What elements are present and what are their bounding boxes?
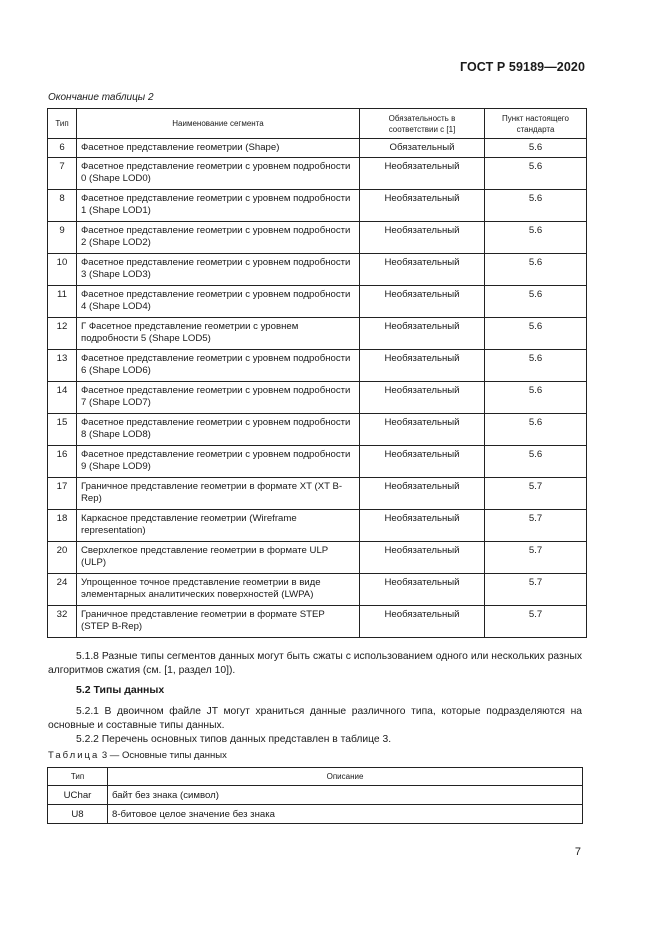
cell-obligation: Необязательный bbox=[360, 382, 485, 414]
table-2 bbox=[47, 108, 587, 638]
cell-segment-name: Г Фасетное представление геометрии с уровнем подробности 5 (Shape LOD5) bbox=[77, 318, 360, 350]
cell-segment-name: Граничное представление геометрии в формате XT (XT B-Rep) bbox=[77, 478, 360, 510]
cell-clause: 5.6 bbox=[485, 158, 587, 190]
cell-segment-name: Фасетное представление геометрии с уровнем подробности 2 (Shape LOD2) bbox=[77, 222, 360, 254]
cell-segment-name: Сверхлегкое представление геометрии в формате ULP (ULP) bbox=[77, 542, 360, 574]
header-obligation: Обязательность в соответствии с [1] bbox=[360, 109, 485, 139]
table3-caption bbox=[48, 750, 227, 761]
cell-obligation: Необязательный bbox=[360, 542, 485, 574]
table2-continuation-caption: Окончание таблицы 2 bbox=[48, 92, 154, 103]
cell-obligation: Необязательный bbox=[360, 254, 485, 286]
cell-clause: 5.6 bbox=[485, 318, 587, 350]
cell-segment-name: Фасетное представление геометрии с уровнем подробности 4 (Shape LOD4) bbox=[77, 286, 360, 318]
table-row bbox=[48, 318, 587, 350]
paragraph-5-1-8: 5.1.8 Разные типы сегментов данных могут быть сжаты с использованием одного или нескольких разных алгоритмов сжатия (см. [1, раздел 10]). bbox=[48, 651, 582, 676]
table-row bbox=[48, 222, 587, 254]
cell-segment-name: Фасетное представление геометрии с уровнем подробности 8 (Shape LOD8) bbox=[77, 414, 360, 446]
cell-type: 8 bbox=[48, 190, 77, 222]
table-row bbox=[48, 139, 587, 158]
cell-obligation: Необязательный bbox=[360, 478, 485, 510]
cell-obligation: Необязательный bbox=[360, 158, 485, 190]
cell-clause: 5.7 bbox=[485, 574, 587, 606]
cell-type: 20 bbox=[48, 542, 77, 574]
cell-clause: 5.7 bbox=[485, 478, 587, 510]
table-header-row bbox=[48, 109, 587, 139]
table-row bbox=[48, 158, 587, 190]
table3-caption-rest: 3 — Основные типы данных bbox=[99, 750, 227, 761]
cell-type: 12 bbox=[48, 318, 77, 350]
cell-clause: 5.7 bbox=[485, 606, 587, 638]
cell-type: 7 bbox=[48, 158, 77, 190]
cell-clause: 5.6 bbox=[485, 139, 587, 158]
paragraph-5-2-1: 5.2.1 В двоичном файле JT могут храниться данные различного типа, которые подразделяются на основные и составные типы данных. bbox=[48, 706, 582, 731]
cell-segment-name: Фасетное представление геометрии с уровнем подробности 0 (Shape LOD0) bbox=[77, 158, 360, 190]
standard-code: ГОСТ Р 59189—2020 bbox=[459, 60, 585, 74]
cell-description: байт без знака (символ) bbox=[108, 786, 583, 805]
section-title: 5.2 Типы данных bbox=[76, 684, 165, 696]
header-description: Описание bbox=[108, 768, 583, 786]
cell-segment-name: Граничное представление геометрии в формате STEP (STEP B-Rep) bbox=[77, 606, 360, 638]
cell-obligation: Необязательный bbox=[360, 222, 485, 254]
table3-caption-word: Таблица bbox=[48, 750, 100, 761]
cell-obligation: Необязательный bbox=[360, 190, 485, 222]
header-segment-name: Наименование сегмента bbox=[77, 109, 360, 139]
table-row bbox=[48, 350, 587, 382]
cell-type: 14 bbox=[48, 382, 77, 414]
cell-obligation: Необязательный bbox=[360, 350, 485, 382]
cell-type: 13 bbox=[48, 350, 77, 382]
table-row bbox=[48, 606, 587, 638]
cell-clause: 5.6 bbox=[485, 190, 587, 222]
cell-type: 15 bbox=[48, 414, 77, 446]
cell-obligation: Необязательный bbox=[360, 318, 485, 350]
cell-segment-name: Фасетное представление геометрии (Shape) bbox=[77, 139, 360, 158]
header-type: Тип bbox=[48, 109, 77, 139]
cell-segment-name: Фасетное представление геометрии с уровнем подробности 7 (Shape LOD7) bbox=[77, 382, 360, 414]
cell-obligation: Необязательный bbox=[360, 414, 485, 446]
table-3 bbox=[47, 767, 583, 824]
header-type: Тип bbox=[48, 768, 108, 786]
cell-segment-name: Фасетное представление геометрии с уровнем подробности 3 (Shape LOD3) bbox=[77, 254, 360, 286]
table-row bbox=[48, 805, 583, 824]
cell-segment-name: Упрощенное точное представление геометрии в виде элементарных аналитических поверхностей (LWPA) bbox=[77, 574, 360, 606]
page-number: 7 bbox=[574, 846, 581, 858]
table-row bbox=[48, 510, 587, 542]
cell-type: 32 bbox=[48, 606, 77, 638]
cell-clause: 5.7 bbox=[485, 542, 587, 574]
cell-type: 18 bbox=[48, 510, 77, 542]
cell-obligation: Необязательный bbox=[360, 446, 485, 478]
cell-description: 8-битовое целое значение без знака bbox=[108, 805, 583, 824]
cell-segment-name: Фасетное представление геометрии с уровнем подробности 6 (Shape LOD6) bbox=[77, 350, 360, 382]
paragraph-5-2-2: 5.2.2 Перечень основных типов данных представлен в таблице 3. bbox=[76, 734, 392, 745]
table-row bbox=[48, 574, 587, 606]
table-row bbox=[48, 254, 587, 286]
cell-segment-name: Фасетное представление геометрии с уровнем подробности 1 (Shape LOD1) bbox=[77, 190, 360, 222]
cell-type: 10 bbox=[48, 254, 77, 286]
table-row bbox=[48, 446, 587, 478]
table-row bbox=[48, 786, 583, 805]
cell-clause: 5.6 bbox=[485, 446, 587, 478]
table-row bbox=[48, 478, 587, 510]
cell-type: UChar bbox=[48, 786, 108, 805]
cell-type: 9 bbox=[48, 222, 77, 254]
table-row bbox=[48, 286, 587, 318]
cell-clause: 5.6 bbox=[485, 414, 587, 446]
cell-clause: 5.6 bbox=[485, 286, 587, 318]
cell-type: U8 bbox=[48, 805, 108, 824]
cell-clause: 5.6 bbox=[485, 254, 587, 286]
cell-type: 11 bbox=[48, 286, 77, 318]
cell-obligation: Необязательный bbox=[360, 606, 485, 638]
cell-segment-name: Фасетное представление геометрии с уровнем подробности 9 (Shape LOD9) bbox=[77, 446, 360, 478]
cell-clause: 5.6 bbox=[485, 222, 587, 254]
cell-clause: 5.6 bbox=[485, 350, 587, 382]
cell-type: 17 bbox=[48, 478, 77, 510]
table-row bbox=[48, 190, 587, 222]
cell-type: 6 bbox=[48, 139, 77, 158]
header-clause: Пункт настоящего стандарта bbox=[485, 109, 587, 139]
cell-obligation: Необязательный bbox=[360, 574, 485, 606]
cell-obligation: Необязательный bbox=[360, 286, 485, 318]
cell-segment-name: Каркасное представление геометрии (Wireframe representation) bbox=[77, 510, 360, 542]
table-row bbox=[48, 382, 587, 414]
table-row bbox=[48, 542, 587, 574]
cell-clause: 5.7 bbox=[485, 510, 587, 542]
cell-type: 24 bbox=[48, 574, 77, 606]
cell-type: 16 bbox=[48, 446, 77, 478]
cell-clause: 5.6 bbox=[485, 382, 587, 414]
cell-obligation: Необязательный bbox=[360, 510, 485, 542]
table-row bbox=[48, 414, 587, 446]
table-header-row bbox=[48, 768, 583, 786]
cell-obligation: Обязательный bbox=[360, 139, 485, 158]
